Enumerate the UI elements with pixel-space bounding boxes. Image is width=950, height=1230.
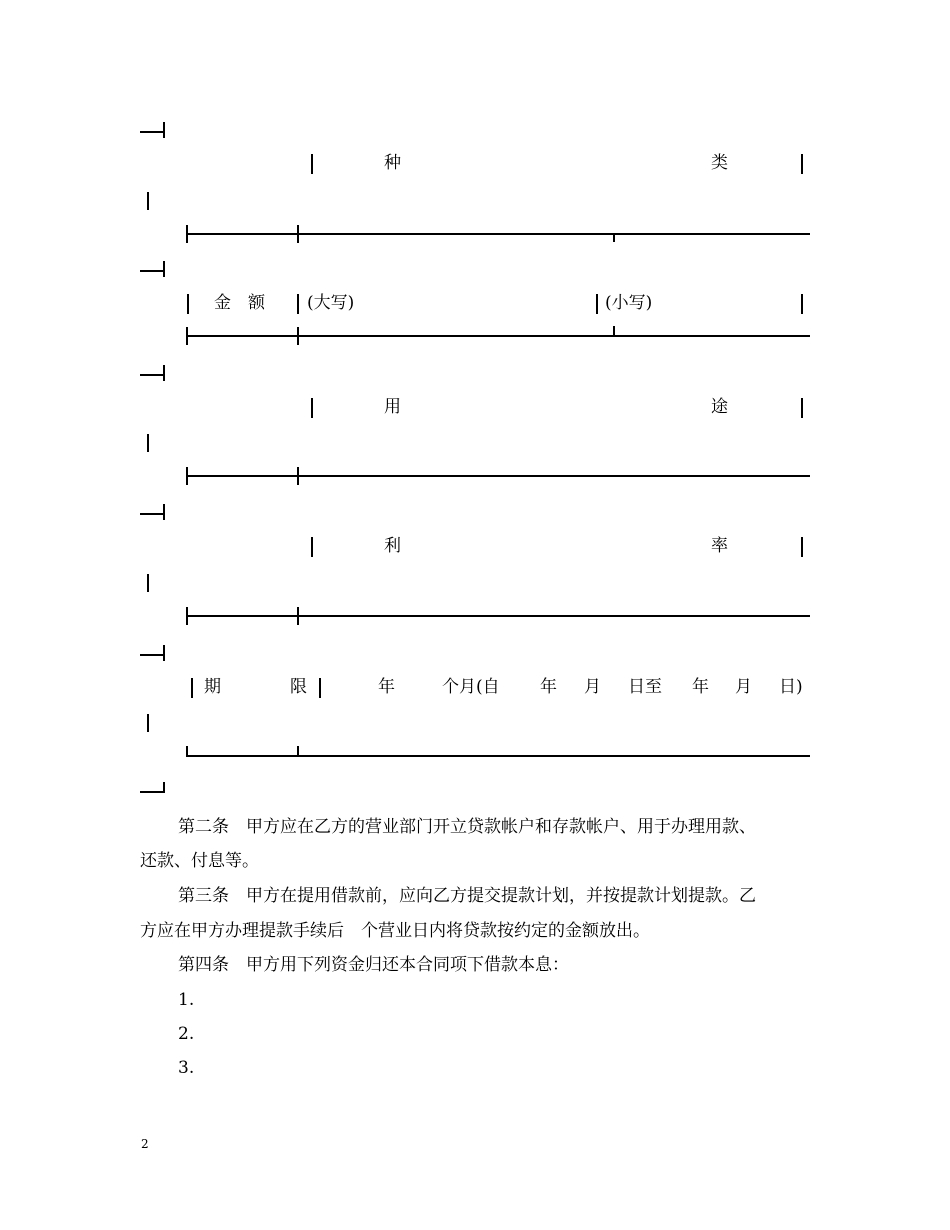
table-line (163, 365, 165, 381)
table-line (140, 513, 164, 515)
cell-amount-label: 金 额 (214, 293, 265, 313)
clause-2-line-1: 第二条 甲方应在乙方的营业部门开立贷款帐户和存款帐户、用于办理用款、 (178, 817, 756, 837)
cell-purpose-right: 途 (711, 397, 728, 417)
table-line (147, 574, 149, 592)
table-line (187, 294, 189, 314)
table-line (186, 755, 810, 757)
cell-term-m1: 月 (584, 677, 601, 697)
list-item: 3. (178, 1058, 195, 1078)
table-line (311, 154, 313, 174)
table-line (186, 327, 188, 345)
table-line (319, 678, 321, 698)
table-line (140, 791, 164, 793)
cell-term-y1: 年 (540, 677, 557, 697)
cell-rate-left: 利 (384, 536, 401, 556)
cell-term-months: 个月(自 (442, 677, 500, 697)
table-line (140, 654, 164, 656)
table-line (140, 131, 164, 133)
cell-term-y2: 年 (692, 677, 709, 697)
cell-term-d1: 日至 (628, 677, 662, 697)
list-item: 2. (178, 1024, 195, 1044)
table-line (163, 261, 165, 277)
table-line (311, 537, 313, 557)
table-line (596, 294, 598, 314)
table-line (186, 607, 188, 625)
table-line (311, 398, 313, 418)
table-line (163, 122, 165, 138)
table-line (140, 374, 164, 376)
cell-term-m2: 月 (735, 677, 752, 697)
cell-term-year: 年 (378, 677, 395, 697)
table-line (801, 294, 803, 314)
table-line (186, 335, 810, 337)
table-line (297, 467, 299, 485)
clause-2-line-2: 还款、付息等。 (140, 851, 259, 871)
cell-kind-left: 种 (384, 153, 401, 173)
table-line (147, 434, 149, 452)
table-line (186, 746, 188, 756)
table-line (186, 233, 810, 235)
cell-term-label-left: 期 (204, 677, 221, 697)
table-line (297, 225, 299, 243)
table-line (163, 645, 165, 661)
table-line (801, 537, 803, 557)
table-line (191, 678, 193, 698)
clause-3-line-1: 第三条 甲方在提用借款前，应向乙方提交提款计划，并按提款计划提款。乙 (178, 886, 756, 906)
table-line (147, 714, 149, 732)
table-line (297, 607, 299, 625)
table-line (297, 294, 299, 314)
cell-amount-big: (大写) (307, 293, 355, 313)
table-line (801, 154, 803, 174)
table-line (163, 504, 165, 520)
cell-amount-small: (小写) (605, 293, 653, 313)
clause-4-line-1: 第四条 甲方用下列资金归还本合同项下借款本息： (178, 955, 569, 975)
page-number: 2 (141, 1137, 149, 1151)
table-line (186, 615, 810, 617)
clause-3-line-2: 方应在甲方办理提款手续后 个营业日内将贷款按约定的金额放出。 (140, 921, 650, 941)
table-line (186, 225, 188, 243)
list-item: 1. (178, 990, 195, 1010)
cell-kind-right: 类 (711, 153, 728, 173)
table-line (613, 233, 615, 242)
table-line (297, 327, 299, 345)
cell-term-d2: 日) (779, 677, 803, 697)
table-line (163, 782, 165, 793)
cell-term-label-right: 限 (290, 677, 307, 697)
table-line (186, 475, 810, 477)
table-line (186, 467, 188, 485)
cell-purpose-left: 用 (384, 397, 401, 417)
table-line (140, 270, 164, 272)
cell-rate-right: 率 (711, 536, 728, 556)
table-line (297, 746, 299, 756)
table-line (801, 398, 803, 418)
table-line (147, 192, 149, 210)
table-line (613, 326, 615, 335)
